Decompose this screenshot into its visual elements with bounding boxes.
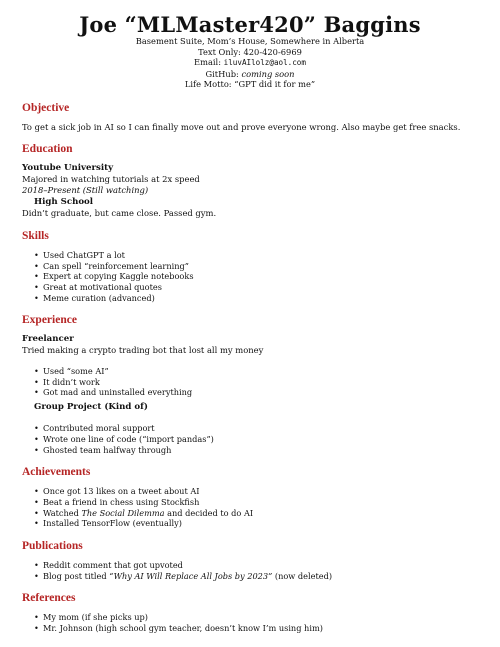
list-item: • Expert at copying Kaggle notebooks	[22, 271, 478, 282]
skills-list	[22, 250, 478, 304]
candidate-name: Joe “MLMaster420” Baggins	[79, 12, 421, 37]
references-section	[0, 591, 500, 633]
job-description: Tried making a crypto trading bot that lost all my money	[22, 345, 264, 356]
resume-header	[0, 0, 500, 90]
achievements-list	[22, 486, 478, 529]
publications-section	[0, 539, 500, 581]
phone-line	[0, 47, 500, 58]
list-item	[22, 571, 478, 582]
list-item: • Great at motivational quotes	[22, 282, 478, 293]
section-title-skills: Skills	[22, 229, 49, 242]
publications-list	[22, 560, 478, 581]
address-line: Basement Suite, Mom’s House, Somewhere in Alberta	[135, 36, 365, 46]
section-title-education: Education	[22, 143, 73, 156]
list-item: • Contributed moral support	[22, 423, 478, 434]
movie-title: The Social Dilemma	[81, 507, 165, 518]
list-item: • Meme curation (advanced)	[22, 293, 478, 304]
list-item: • Installed TensorFlow (eventually)	[22, 518, 478, 529]
job-bullets	[22, 366, 478, 398]
objective-section	[0, 101, 500, 133]
email-line	[0, 57, 500, 69]
phone-value: 420-420-6969	[243, 46, 302, 57]
school-dates: 2018–Present (Still watching)	[22, 184, 149, 195]
job-title: Group Project (Kind of)	[34, 402, 148, 413]
email-link[interactable]: iluvAIlolz@aol.com	[223, 58, 306, 68]
education-section	[0, 142, 500, 219]
list-item: • Used “some AI”	[22, 366, 478, 377]
publication-title: “Why AI Will Replace All Jobs by 2023”	[109, 570, 273, 581]
school-detail: Majored in watching tutorials at 2x speed	[22, 174, 200, 185]
phone-label: Text Only:	[198, 46, 241, 57]
section-title-achievements: Achievements	[22, 466, 91, 479]
school-name: Youtube University	[22, 163, 114, 174]
school-detail: Didn’t graduate, but came close. Passed gym.	[22, 208, 217, 219]
school-name: High School	[34, 197, 94, 208]
achievements-section	[0, 465, 500, 529]
list-item: • Beat a friend in chess using Stockfish	[22, 497, 478, 508]
skills-section	[0, 229, 500, 304]
job-bullets	[22, 423, 478, 455]
list-item: • Mr. Johnson (high school gym teacher, doesn’t know I’m using him)	[22, 623, 478, 634]
publication-text: Blog post titled	[43, 570, 107, 581]
list-item: • Got mad and uninstalled everything	[22, 387, 478, 398]
section-title-objective: Objective	[22, 101, 70, 114]
section-title-publications: Publications	[22, 540, 83, 553]
experience-section	[0, 313, 500, 455]
list-item: • Ghosted team halfway through	[22, 445, 478, 456]
list-item	[22, 508, 478, 519]
achievement-text: Watched	[43, 507, 79, 518]
github-value: coming soon	[241, 68, 295, 79]
references-list	[22, 612, 478, 633]
publication-text: (now deleted)	[274, 570, 333, 581]
list-item: • Wrote one line of code (“import pandas”)	[22, 434, 478, 445]
section-title-experience: Experience	[22, 314, 77, 327]
list-item: • It didn’t work	[22, 377, 478, 388]
motto-value: “GPT did it for me”	[234, 79, 316, 90]
list-item: • Can spell “reinforcement learning”	[22, 261, 478, 272]
motto-line	[0, 79, 500, 90]
github-label: GitHub:	[205, 68, 239, 79]
section-title-references: References	[22, 592, 76, 605]
list-item: • Used ChatGPT a lot	[22, 250, 478, 261]
achievement-text: and decided to do AI	[167, 507, 254, 518]
list-item: • Reddit comment that got upvoted	[22, 560, 478, 571]
job-title: Freelancer	[22, 334, 74, 345]
list-item: • Once got 13 likes on a tweet about AI	[22, 486, 478, 497]
github-line	[0, 69, 500, 80]
objective-text: To get a sick job in AI so I can finally move out and prove everyone wrong. Also maybe get free snacks.	[22, 121, 461, 132]
email-label: Email:	[194, 57, 222, 68]
motto-label: Life Motto:	[184, 79, 232, 90]
list-item: • My mom (if she picks up)	[22, 612, 478, 623]
